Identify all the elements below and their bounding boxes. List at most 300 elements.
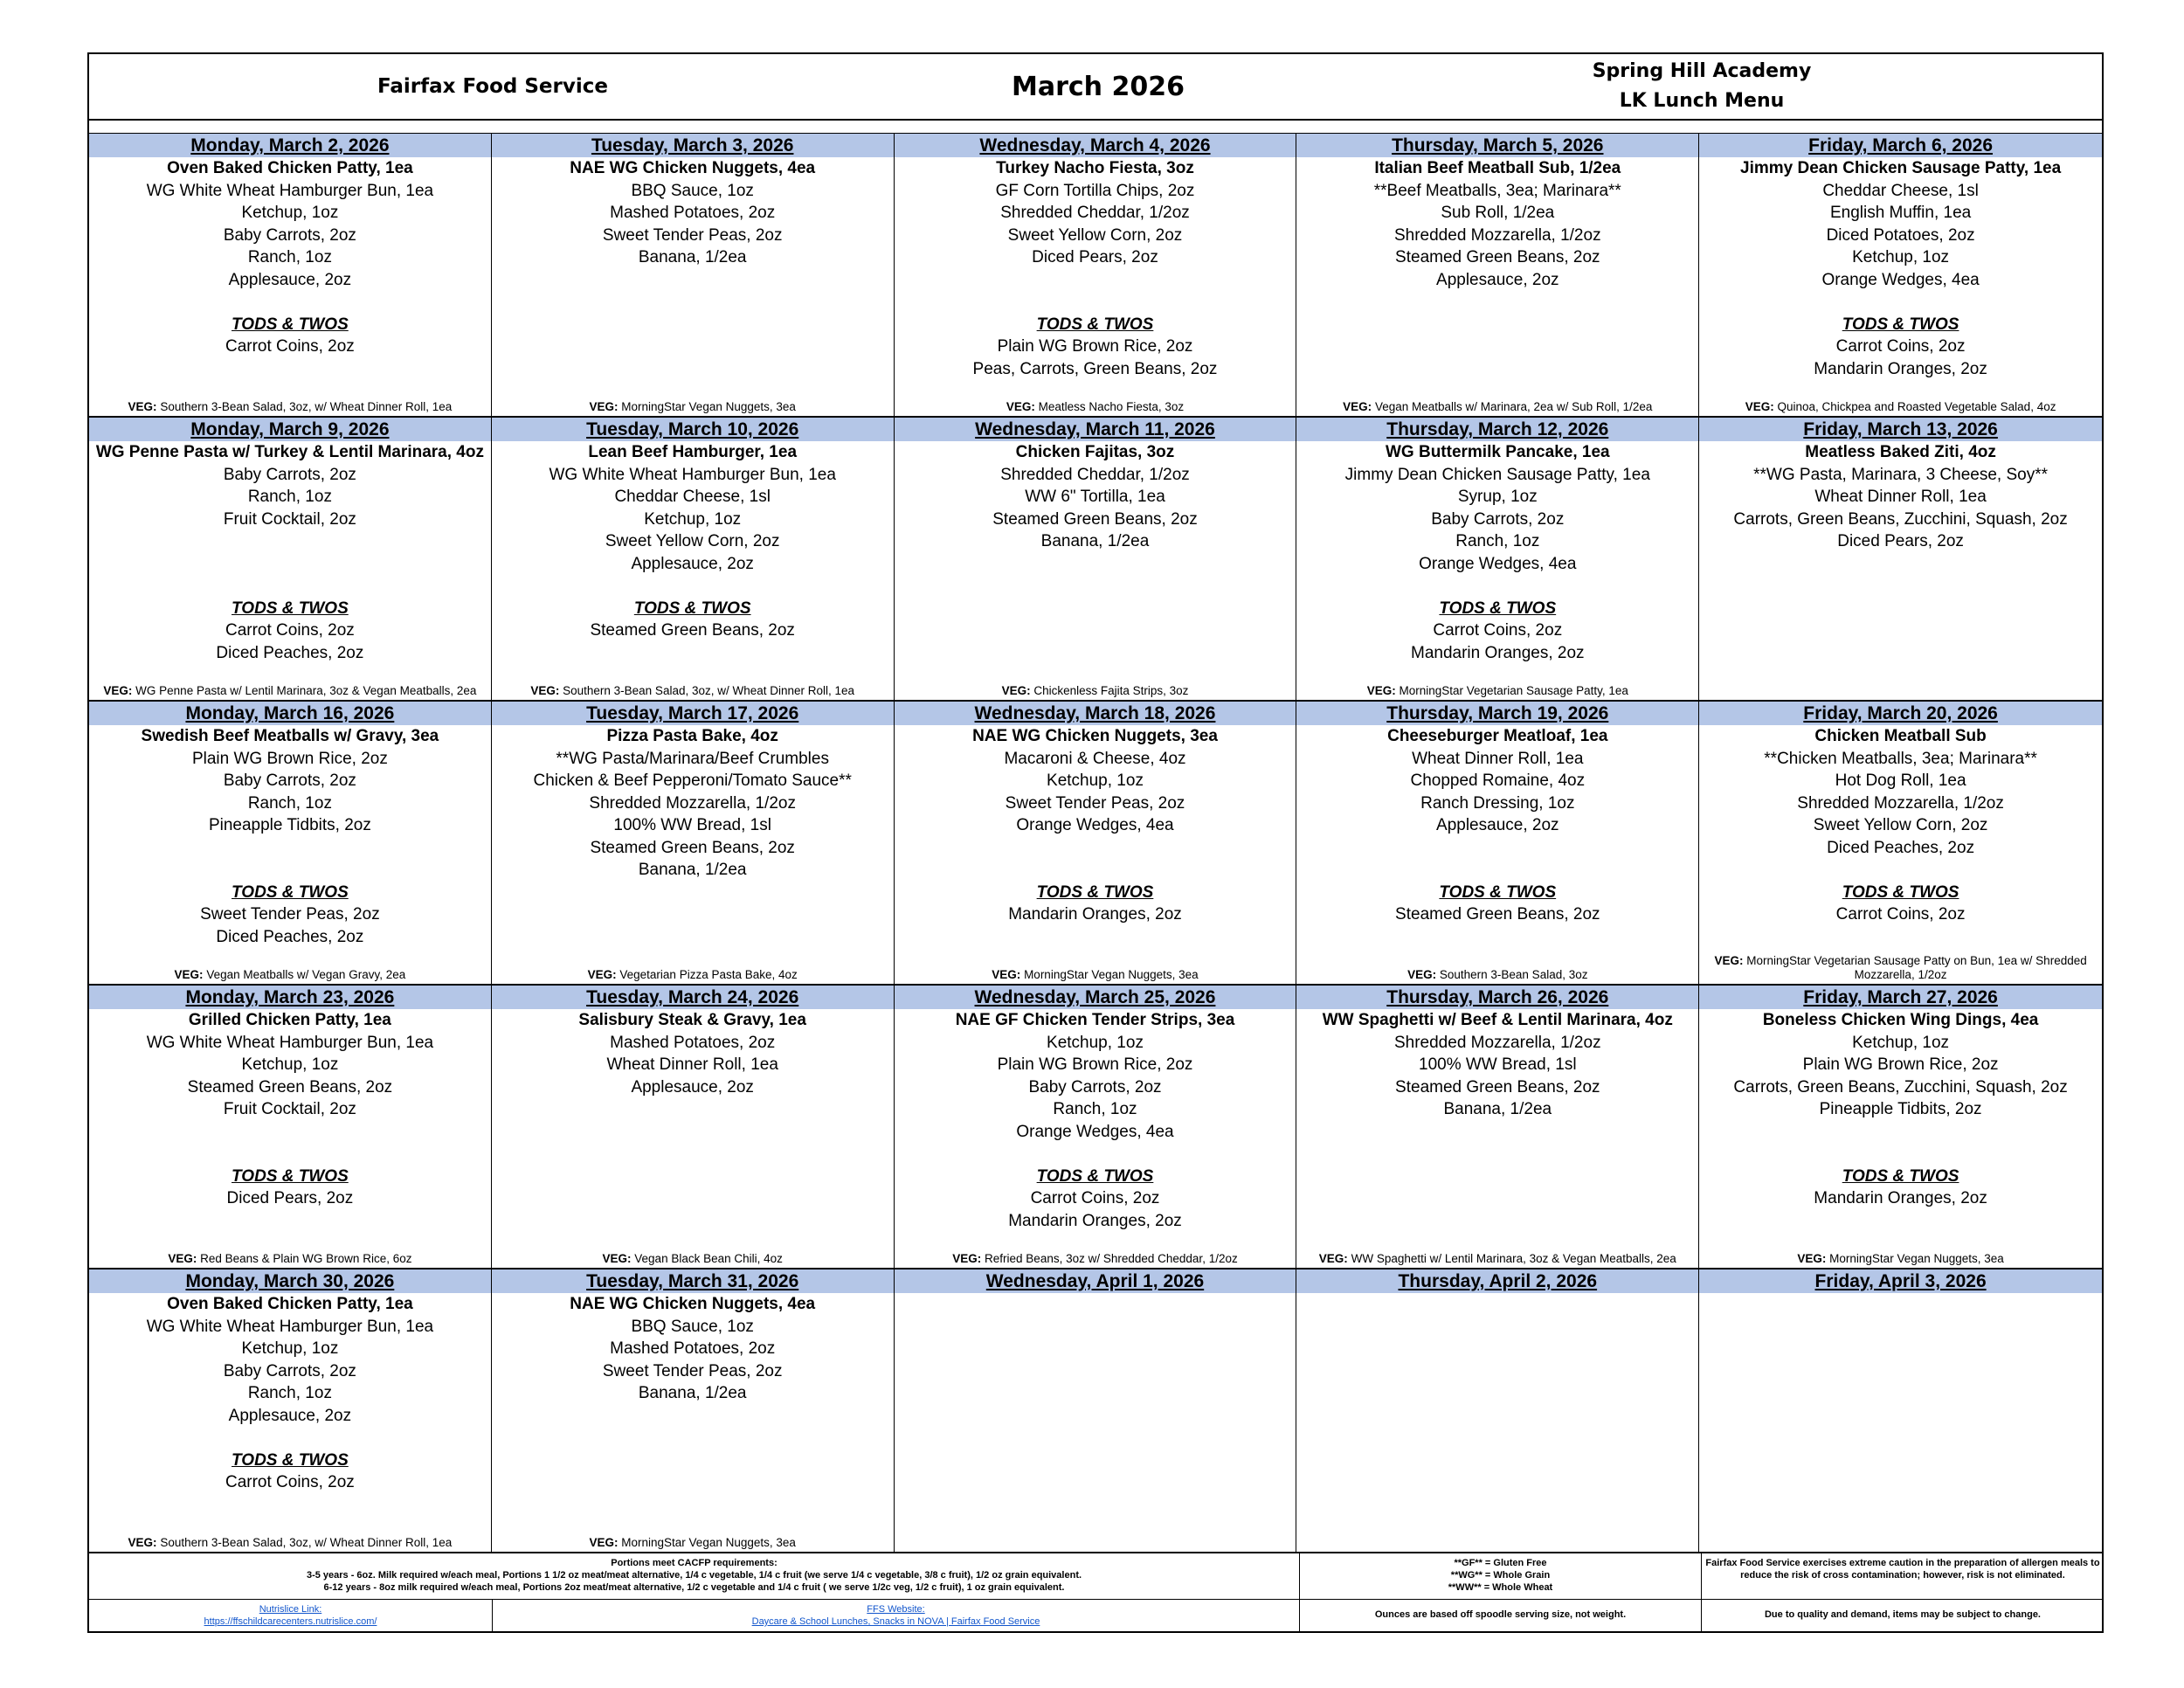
menu-item: WG White Wheat Hamburger Bun, 1ea [146, 1033, 434, 1052]
tods-heading: TODS & TWOS [1036, 315, 1154, 334]
menu-item: WG White Wheat Hamburger Bun, 1ea [146, 181, 434, 200]
entree-item: Meatless Baked Ziti, 4oz [1805, 443, 1996, 461]
tods-item: Mandarin Oranges, 2oz [1008, 1211, 1182, 1230]
entree-item: WW Spaghetti w/ Beef & Lentil Marinara, 4oz [1322, 1011, 1673, 1029]
menu-item: Ranch, 1oz [247, 488, 332, 506]
menu-item: Applesauce, 2oz [228, 270, 352, 289]
veg-text: Vegan Black Bean Chili, 4oz [634, 1252, 783, 1265]
menu-sheet [87, 52, 2104, 1633]
blank-line [492, 575, 894, 598]
veg-label: VEG: [587, 968, 617, 981]
blank-line [89, 859, 491, 882]
cacfp-line-2: 6-12 years - 8oz milk required w/each meal, Portions 2oz meat/meat alternative, 1/2 c vegetable and 1/4 c fruit ( we serve 1/2c veg, 1/2 c fruit), 1 oz grain equivalent. [323, 1582, 1065, 1593]
day-date: Monday, March 30, 2026 [89, 1269, 491, 1293]
veg-text: Red Beans & Plain WG Brown Rice, 6oz [200, 1252, 412, 1265]
ounces-note: Ounces are based off spoodle serving size, not weight. [1300, 1600, 1702, 1631]
menu-item: Shredded Cheddar, 1/2oz [1000, 465, 1190, 484]
day-cell [492, 418, 895, 700]
nutrislice-label[interactable]: Nutrislice Link: [259, 1604, 322, 1615]
menu-item: Baby Carrots, 2oz [1431, 509, 1565, 529]
veg-option [492, 1536, 894, 1550]
day-menu [1699, 1009, 2102, 1210]
menu-item: Jimmy Dean Chicken Sausage Patty, 1ea [1344, 465, 1650, 484]
veg-option [89, 1536, 491, 1550]
menu-item: Wheat Dinner Roll, 1ea [606, 1055, 778, 1074]
entree-item: NAE GF Chicken Tender Strips, 3ea [955, 1011, 1235, 1029]
menu-item: Diced Pears, 2oz [1837, 532, 1964, 550]
veg-option [895, 1252, 1296, 1266]
veg-option [89, 1252, 491, 1266]
entree-item: Chicken Fajitas, 3oz [1015, 443, 1175, 461]
menu-item: 100% WW Bread, 1sl [613, 816, 771, 834]
tods-heading: TODS & TWOS [232, 598, 349, 618]
menu-item: Banana, 1/2ea [638, 1384, 747, 1402]
menu-item: Ranch, 1oz [247, 248, 332, 266]
blank-line [1296, 837, 1698, 860]
day-date: Thursday, March 26, 2026 [1296, 986, 1698, 1009]
day-cell [1296, 134, 1699, 416]
day-date: Wednesday, March 11, 2026 [895, 418, 1296, 441]
menu-item: Chicken & Beef Pepperoni/Tomato Sauce** [533, 771, 852, 790]
veg-label: VEG: [1006, 400, 1035, 413]
blank-line [1699, 291, 2102, 314]
veg-option [895, 684, 1296, 698]
menu-item: BBQ Sauce, 1oz [631, 1317, 754, 1336]
abbreviation-legend [1300, 1553, 1702, 1599]
menu-item: Cheddar Cheese, 1sl [614, 488, 771, 506]
menu-item: Plain WG Brown Rice, 2oz [997, 1055, 1193, 1074]
veg-option [492, 684, 894, 698]
menu-item: Wheat Dinner Roll, 1ea [1814, 488, 1987, 506]
entree-item: Chicken Meatball Sub [1814, 727, 1987, 745]
veg-label: VEG: [1745, 400, 1774, 413]
veg-text: Meatless Nacho Fiesta, 3oz [1038, 400, 1185, 413]
day-date: Friday, March 6, 2026 [1699, 134, 2102, 157]
day-cell [89, 134, 492, 416]
menu-month: March 2026 [1012, 71, 1185, 102]
entree-item: Pizza Pasta Bake, 4oz [606, 727, 778, 745]
day-cell [1699, 702, 2102, 984]
menu-item: Shredded Mozzarella, 1/2oz [1393, 1033, 1601, 1052]
menu-item: Wheat Dinner Roll, 1ea [1412, 749, 1584, 768]
ffs-block [493, 1600, 1300, 1631]
menu-item: Sweet Tender Peas, 2oz [602, 225, 783, 245]
veg-label: VEG: [602, 1252, 632, 1265]
menu-item: Sweet Tender Peas, 2oz [602, 1361, 783, 1380]
day-date: Tuesday, March 24, 2026 [492, 986, 894, 1009]
veg-label: VEG: [1797, 1252, 1827, 1265]
day-cell [1699, 134, 2102, 416]
veg-option [492, 1252, 894, 1266]
tods-item: Mandarin Oranges, 2oz [1814, 359, 1987, 378]
menu-item: Ketchup, 1oz [1852, 1033, 1950, 1052]
menu-item: **Chicken Meatballs, 3ea; Marinara** [1764, 749, 2037, 768]
menu-item: Steamed Green Beans, 2oz [187, 1077, 393, 1097]
veg-label: VEG: [992, 968, 1021, 981]
entree-item: Jimmy Dean Chicken Sausage Patty, 1ea [1740, 159, 2062, 177]
tods-item: Carrot Coins, 2oz [1030, 1189, 1160, 1207]
menu-item: Orange Wedges, 4ea [1016, 1122, 1174, 1141]
day-menu [895, 725, 1296, 926]
company-name: Fairfax Food Service [377, 75, 608, 98]
blank-line [895, 269, 1296, 292]
veg-option [89, 400, 491, 414]
day-date: Wednesday, March 4, 2026 [895, 134, 1296, 157]
veg-text: MorningStar Vegan Nuggets, 3ea [1024, 968, 1199, 981]
menu-item: Orange Wedges, 4ea [1016, 816, 1174, 834]
menu-item: WG White Wheat Hamburger Bun, 1ea [549, 465, 836, 484]
blank-line [895, 1143, 1296, 1166]
veg-option [1296, 968, 1698, 982]
menu-item: Banana, 1/2ea [638, 861, 747, 879]
ffs-label[interactable]: FFS Website: [867, 1604, 925, 1615]
veg-label: VEG: [1407, 968, 1437, 981]
menu-item: Sub Roll, 1/2ea [1441, 204, 1555, 222]
day-cell [895, 1269, 1297, 1552]
veg-label: VEG: [103, 684, 133, 697]
day-cell [89, 702, 492, 984]
veg-option [1296, 1252, 1698, 1266]
menu-item: Ranch, 1oz [1455, 532, 1540, 550]
tods-item: Diced Peaches, 2oz [216, 643, 364, 662]
wg-legend: **WG** = Whole Grain [1450, 1570, 1551, 1581]
blank-line [895, 837, 1296, 860]
tods-item: Mandarin Oranges, 2oz [1008, 905, 1182, 924]
veg-text: WW Spaghetti w/ Lentil Marinara, 3oz & Vegan Meatballs, 2ea [1351, 1252, 1676, 1265]
veg-label: VEG: [174, 968, 204, 981]
menu-item: English Muffin, 1ea [1829, 204, 1972, 222]
menu-item: 100% WW Bread, 1sl [1419, 1055, 1577, 1074]
menu-item: Mashed Potatoes, 2oz [610, 204, 776, 222]
blank-line [1296, 575, 1698, 598]
tods-item: Diced Peaches, 2oz [216, 927, 364, 946]
blank-line [89, 553, 491, 576]
tods-item: Steamed Green Beans, 2oz [590, 621, 795, 640]
day-menu [1296, 725, 1698, 926]
blank-line [1296, 859, 1698, 882]
veg-label: VEG: [1714, 954, 1744, 967]
day-date: Monday, March 2, 2026 [89, 134, 491, 157]
day-cell [1699, 986, 2102, 1268]
blank-line [1699, 859, 2102, 882]
veg-label: VEG: [1318, 1252, 1348, 1265]
tods-heading: TODS & TWOS [1842, 315, 1959, 334]
header-spacer [89, 121, 2102, 134]
veg-option [895, 400, 1296, 414]
veg-label: VEG: [530, 684, 560, 697]
blank-line [1699, 1143, 2102, 1166]
day-menu [89, 441, 491, 664]
veg-label: VEG: [128, 1536, 157, 1549]
day-date: Thursday, March 19, 2026 [1296, 702, 1698, 725]
veg-option [1296, 684, 1698, 698]
day-date: Tuesday, March 17, 2026 [492, 702, 894, 725]
menu-item: Carrots, Green Beans, Zucchini, Squash, 2oz [1733, 509, 2068, 529]
veg-text: Southern 3-Bean Salad, 3oz, w/ Wheat Dinner Roll, 1ea [160, 1536, 453, 1549]
day-cell [1699, 1269, 2102, 1552]
quality-note: Due to quality and demand, items may be subject to change. [1764, 1609, 2041, 1620]
menu-item: Applesauce, 2oz [631, 554, 754, 573]
menu-item: GF Corn Tortilla Chips, 2oz [995, 181, 1195, 200]
menu-item: Pineapple Tidbits, 2oz [208, 816, 371, 834]
day-cell [1699, 418, 2102, 700]
day-date: Friday, April 3, 2026 [1699, 1269, 2102, 1293]
menu-item: Steamed Green Beans, 2oz [590, 838, 795, 857]
menu-item: Ranch, 1oz [247, 793, 332, 813]
menu-item: Ketchup, 1oz [1047, 771, 1144, 790]
tods-heading: TODS & TWOS [1842, 1166, 1959, 1186]
entree-item: WG Penne Pasta w/ Turkey & Lentil Marinara, 4oz [95, 443, 484, 461]
tods-item: Steamed Green Beans, 2oz [1395, 905, 1600, 924]
day-menu [492, 441, 894, 642]
menu-item: Syrup, 1oz [1457, 488, 1538, 506]
menu-item: Shredded Mozzarella, 1/2oz [1797, 793, 2004, 813]
veg-text: Quinoa, Chickpea and Roasted Vegetable Salad, 4oz [1777, 400, 2056, 413]
tods-item: Sweet Tender Peas, 2oz [200, 905, 380, 924]
menu-item: Sweet Yellow Corn, 2oz [605, 532, 780, 550]
veg-text: MorningStar Vegan Nuggets, 3ea [621, 400, 796, 413]
menu-item: WG White Wheat Hamburger Bun, 1ea [146, 1317, 434, 1336]
day-date: Thursday, April 2, 2026 [1296, 1269, 1698, 1293]
menu-item: **WG Pasta/Marinara/Beef Crumbles [556, 749, 829, 768]
allergen-note: Fairfax Food Service exercises extreme caution in the preparation of allergen meals to reduce the risk of cross contamination; however, risk is not eliminated. [1705, 1558, 2100, 1581]
menu-item: Ranch, 1oz [247, 1384, 332, 1402]
veg-text: MorningStar Vegetarian Sausage Patty, 1ea [1399, 684, 1628, 697]
veg-option [1699, 954, 2102, 982]
nutrislice-link[interactable]: https://ffschildcarecenters.nutrislice.com/ [204, 1616, 377, 1627]
tods-item: Carrot Coins, 2oz [225, 1473, 355, 1491]
day-date: Wednesday, April 1, 2026 [895, 1269, 1296, 1293]
menu-item: Baby Carrots, 2oz [1028, 1077, 1162, 1097]
veg-text: MorningStar Vegetarian Sausage Patty on Bun, 1ea w/ Shredded Mozzarella, 1/2oz [1746, 954, 2087, 981]
blank-line [895, 859, 1296, 882]
entree-item: NAE WG Chicken Nuggets, 4ea [570, 1295, 816, 1313]
day-cell [1296, 702, 1699, 984]
veg-option [1699, 400, 2102, 414]
blank-line [89, 291, 491, 314]
tods-heading: TODS & TWOS [633, 598, 751, 618]
menu-item: Ketchup, 1oz [644, 509, 742, 529]
menu-item: Sweet Tender Peas, 2oz [1005, 793, 1185, 813]
day-cell [492, 702, 895, 984]
menu-item: Orange Wedges, 4ea [1821, 270, 1980, 289]
blank-line [1699, 1121, 2102, 1144]
menu-item: Banana, 1/2ea [1040, 532, 1150, 550]
tods-heading: TODS & TWOS [232, 882, 349, 902]
tods-heading: TODS & TWOS [232, 1166, 349, 1186]
menu-item: Ketchup, 1oz [241, 1055, 339, 1074]
tods-item: Carrot Coins, 2oz [1433, 621, 1563, 640]
entree-item: Oven Baked Chicken Patty, 1ea [167, 159, 413, 177]
blank-line [89, 1121, 491, 1144]
ffs-website-link[interactable]: Daycare & School Lunches, Snacks in NOVA | Fairfax Food Service [751, 1616, 1040, 1627]
veg-label: VEG: [952, 1252, 982, 1265]
menu-item: Baby Carrots, 2oz [223, 771, 356, 790]
menu-item: Ranch Dressing, 1oz [1420, 793, 1575, 813]
cacfp-line-1: 3-5 years - 6oz. Milk required w/each meal, Portions 1 1/2 oz meat/meat alternative, 1/4 c vegetable, 1/4 c fruit (we serve 1/4 c vegetable, 3/8 c fruit), 1/2 oz grain equivalent. [306, 1570, 1082, 1581]
day-menu [1699, 441, 2102, 553]
day-date: Friday, March 27, 2026 [1699, 986, 2102, 1009]
day-date: Friday, March 20, 2026 [1699, 702, 2102, 725]
menu-item: Diced Peaches, 2oz [1827, 838, 1975, 857]
menu-item: **WG Pasta, Marinara, 3 Cheese, Soy** [1753, 465, 2049, 484]
menu-item: BBQ Sauce, 1oz [631, 181, 754, 200]
entree-item: Italian Beef Meatball Sub, 1/2ea [1374, 159, 1621, 177]
veg-text: Southern 3-Bean Salad, 3oz, w/ Wheat Dinner Roll, 1ea [160, 400, 453, 413]
day-menu [1296, 157, 1698, 291]
veg-option [1699, 1252, 2102, 1266]
menu-item: Banana, 1/2ea [1443, 1100, 1552, 1118]
tods-item: Carrot Coins, 2oz [1835, 337, 1966, 356]
veg-option [492, 968, 894, 982]
veg-option [1296, 400, 1698, 414]
day-menu [492, 725, 894, 882]
menu-item: Macaroni & Cheese, 4oz [1004, 749, 1186, 768]
menu-item: Diced Pears, 2oz [1032, 248, 1158, 266]
tods-item: Mandarin Oranges, 2oz [1814, 1189, 1987, 1207]
veg-text: Vegan Meatballs w/ Vegan Gravy, 2ea [206, 968, 406, 981]
menu-item: Diced Potatoes, 2oz [1826, 225, 1975, 245]
menu-item: Ranch, 1oz [1053, 1100, 1137, 1118]
tods-item: Mandarin Oranges, 2oz [1411, 643, 1585, 662]
blank-line [895, 291, 1296, 314]
tods-item: Carrot Coins, 2oz [1835, 905, 1966, 924]
tods-item: Peas, Carrots, Green Beans, 2oz [972, 359, 1218, 378]
entree-item: Grilled Chicken Patty, 1ea [188, 1011, 391, 1029]
day-menu [89, 1293, 491, 1494]
menu-item: Fruit Cocktail, 2oz [223, 1100, 356, 1118]
menu-item: Applesauce, 2oz [1436, 270, 1559, 289]
menu-item: Plain WG Brown Rice, 2oz [1802, 1055, 1999, 1074]
day-cell [492, 986, 895, 1268]
menu-item: Orange Wedges, 4ea [1419, 554, 1577, 573]
day-cell [1296, 986, 1699, 1268]
veg-label: VEG: [1001, 684, 1031, 697]
menu-item: Ketchup, 1oz [1047, 1033, 1144, 1052]
tods-heading: TODS & TWOS [232, 1450, 349, 1470]
menu-item: Applesauce, 2oz [1436, 816, 1559, 834]
entree-item: Swedish Beef Meatballs w/ Gravy, 3ea [141, 727, 439, 745]
veg-option [89, 684, 491, 698]
menu-item: Steamed Green Beans, 2oz [992, 509, 1198, 529]
veg-text: WG Penne Pasta w/ Lentil Marinara, 3oz & Vegan Meatballs, 2ea [135, 684, 477, 697]
tods-item: Carrot Coins, 2oz [225, 337, 355, 356]
week-row [89, 702, 2102, 986]
day-date: Thursday, March 12, 2026 [1296, 418, 1698, 441]
cacfp-title: Portions meet CACFP requirements: [611, 1558, 778, 1568]
day-menu [89, 725, 491, 948]
menu-item: Applesauce, 2oz [631, 1077, 754, 1097]
day-date: Monday, March 23, 2026 [89, 986, 491, 1009]
entree-item: NAE WG Chicken Nuggets, 4ea [570, 159, 816, 177]
menu-item: Fruit Cocktail, 2oz [223, 509, 356, 529]
menu-item: **Beef Meatballs, 3ea; Marinara** [1373, 181, 1621, 200]
week-row [89, 1269, 2102, 1553]
day-date: Monday, March 16, 2026 [89, 702, 491, 725]
veg-option [89, 968, 491, 982]
menu-item: Applesauce, 2oz [228, 1406, 352, 1425]
blank-line [89, 530, 491, 553]
menu-item: Pineapple Tidbits, 2oz [1819, 1100, 1982, 1118]
school-block [1300, 57, 2104, 116]
tods-item: Diced Pears, 2oz [226, 1189, 354, 1207]
day-date: Tuesday, March 10, 2026 [492, 418, 894, 441]
day-menu [1699, 725, 2102, 926]
day-cell [89, 418, 492, 700]
day-menu [895, 1009, 1296, 1232]
blank-line [89, 575, 491, 598]
day-cell [89, 986, 492, 1268]
day-menu [1296, 1009, 1698, 1121]
veg-label: VEG: [589, 1536, 619, 1549]
tods-heading: TODS & TWOS [1036, 1166, 1154, 1186]
footer-notes [89, 1553, 2102, 1600]
menu-item: Shredded Cheddar, 1/2oz [1000, 204, 1190, 222]
day-menu [1296, 441, 1698, 664]
menu-item: Banana, 1/2ea [638, 248, 747, 266]
entree-item: WG Buttermilk Pancake, 1ea [1385, 443, 1610, 461]
veg-text: Chickenless Fajita Strips, 3oz [1033, 684, 1189, 697]
day-cell [895, 986, 1297, 1268]
blank-line [89, 837, 491, 860]
veg-label: VEG: [589, 400, 619, 413]
menu-item: Shredded Mozzarella, 1/2oz [1393, 225, 1601, 245]
entree-item: Boneless Chicken Wing Dings, 4ea [1762, 1011, 2039, 1029]
nutrislice-block [89, 1600, 493, 1631]
cacfp-note [89, 1553, 1300, 1599]
menu-item: Steamed Green Beans, 2oz [1395, 1077, 1600, 1097]
week-row [89, 134, 2102, 418]
tods-heading: TODS & TWOS [1439, 598, 1557, 618]
veg-label: VEG: [128, 400, 157, 413]
veg-text: Vegan Meatballs w/ Marinara, 2ea w/ Sub Roll, 1/2ea [1374, 400, 1653, 413]
day-menu [492, 157, 894, 269]
menu-item: Hot Dog Roll, 1ea [1835, 771, 1966, 790]
menu-header [89, 54, 2102, 121]
day-menu [895, 441, 1296, 553]
day-cell [89, 1269, 492, 1552]
menu-item: Ketchup, 1oz [241, 204, 339, 222]
entree-item: Oven Baked Chicken Patty, 1ea [167, 1295, 413, 1313]
menu-item: Ketchup, 1oz [1852, 248, 1950, 266]
entree-item: Turkey Nacho Fiesta, 3oz [996, 159, 1194, 177]
blank-line [89, 1143, 491, 1166]
day-date: Wednesday, March 18, 2026 [895, 702, 1296, 725]
day-cell [492, 134, 895, 416]
day-cell [1296, 1269, 1699, 1552]
day-date: Tuesday, March 31, 2026 [492, 1269, 894, 1293]
entree-item: Salisbury Steak & Gravy, 1ea [578, 1011, 806, 1029]
calendar-grid [89, 134, 2102, 1553]
veg-label: VEG: [1343, 400, 1372, 413]
day-menu [492, 1293, 894, 1405]
week-row [89, 986, 2102, 1269]
menu-item: WW 6" Tortilla, 1ea [1025, 488, 1165, 506]
veg-text: Refried Beans, 3oz w/ Shredded Cheddar, 1/2oz [985, 1252, 1238, 1265]
day-cell [492, 1269, 895, 1552]
menu-name: LK Lunch Menu [1619, 90, 1785, 112]
tods-heading: TODS & TWOS [1036, 882, 1154, 902]
menu-item: Mashed Potatoes, 2oz [610, 1033, 776, 1052]
gf-legend: **GF** = Gluten Free [1454, 1558, 1547, 1568]
menu-item: Mashed Potatoes, 2oz [610, 1339, 776, 1358]
day-date: Monday, March 9, 2026 [89, 418, 491, 441]
day-date: Tuesday, March 3, 2026 [492, 134, 894, 157]
footer-links [89, 1600, 2102, 1631]
day-cell [895, 134, 1297, 416]
tods-heading: TODS & TWOS [1842, 882, 1959, 902]
veg-text: MorningStar Vegan Nuggets, 3ea [621, 1536, 796, 1549]
